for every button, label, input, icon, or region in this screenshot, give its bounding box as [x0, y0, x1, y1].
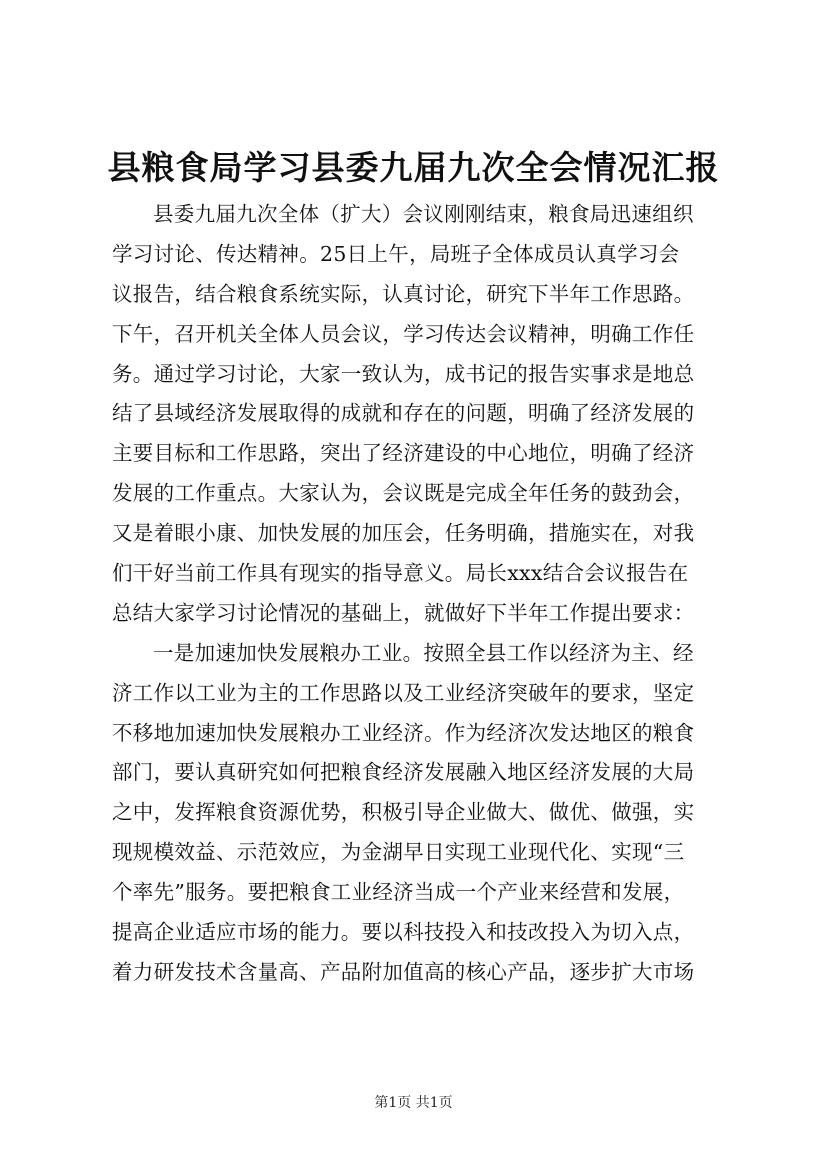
body-line: 们干好当前工作具有现实的指导意义。局长xxx结合会议报告在: [112, 561, 689, 586]
body-line: 个率先”服务。要把粮食工业经济当成一个产业来经营和发展，: [112, 880, 685, 905]
body-line: 结了县域经济发展取得的成就和存在的问题，明确了经济发展的: [112, 401, 695, 426]
body-line: 学习讨论、传达精神。25日上午，局班子全体成员认真学习会: [112, 241, 680, 266]
body-line: 不移地加速加快发展粮办工业经济。作为经济次发达地区的粮食: [112, 720, 695, 745]
body-line: 又是着眼小康、加快发展的加压会，任务明确，措施实在，对我: [112, 521, 695, 546]
document-body: [112, 195, 742, 993]
body-line: 着力研发技术含量高、产品附加值高的核心产品，逐步扩大市场: [112, 959, 695, 984]
body-line: 部门，要认真研究如何把粮食经济发展融入地区经济发展的大局: [112, 760, 695, 785]
body-line: 下午，召开机关全体人员会议，学习传达会议精神，明确工作任: [112, 321, 695, 346]
body-line: 之中，发挥粮食资源优势，积极引导企业做大、做优、做强，实: [112, 800, 695, 825]
body-line: 县委九届九次全体（扩大）会议刚刚结束，粮食局迅速组织: [153, 202, 694, 226]
body-line: 总结大家学习讨论情况的基础上，就做好下半年工作提出要求：: [112, 600, 695, 625]
body-line: 提高企业适应市场的能力。要以科技投入和技改投入为切入点，: [112, 920, 695, 945]
body-line: 济工作以工业为主的工作思路以及工业经济突破年的要求，坚定: [112, 680, 695, 705]
body-line: 议报告，结合粮食系统实际，认真讨论，研究下半年工作思路。: [112, 281, 695, 306]
document-title: 县粮食局学习县委九届九次全会情况汇报: [107, 148, 720, 187]
body-line: 一是加速加快发展粮办工业。按照全县工作以经济为主、经: [153, 640, 694, 665]
body-line: 务。通过学习讨论，大家一致认为，成书记的报告实事求是地总: [112, 361, 695, 386]
body-line: 主要目标和工作思路，突出了经济建设的中心地位，明确了经济: [112, 441, 695, 466]
body-line: 发展的工作重点。大家认为，会议既是完成全年任务的鼓劲会，: [112, 481, 695, 506]
page-footer: 第1页 共1页: [374, 1095, 453, 1111]
body-line: 现规模效益、示范效应，为金湖早日实现工业现代化、实现“三: [112, 840, 685, 865]
